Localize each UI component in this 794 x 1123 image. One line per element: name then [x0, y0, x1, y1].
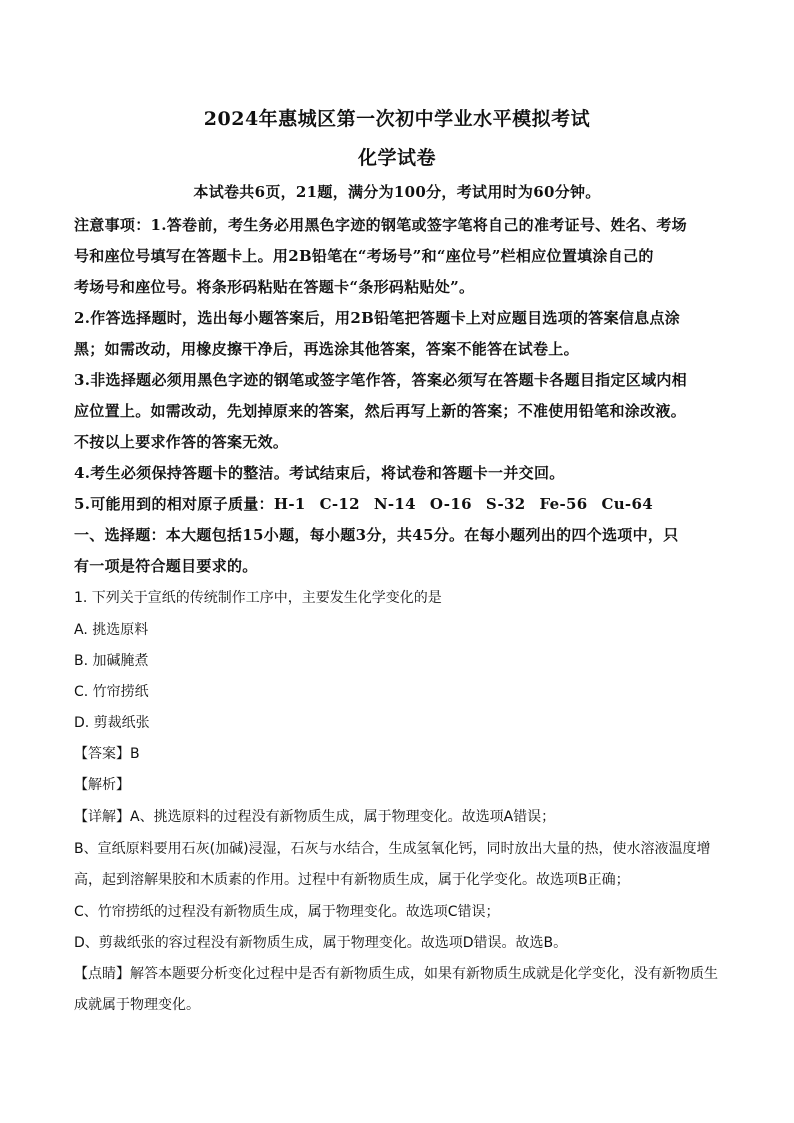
exam-subtitle: 化学试卷: [357, 147, 436, 169]
option-d: D. 剪裁纸张: [74, 715, 150, 731]
detail-line-1: [74, 806, 724, 826]
exam-title: 2024年惠城区第一次初中学业水平模拟考试: [203, 108, 591, 130]
option-a: A. 挑选原料: [74, 622, 149, 638]
notes-line-7: 应位置上。如需改动，先划掉原来的答案，然后再写上新的答案；不准使用铅笔和涂改液。: [74, 402, 687, 420]
option-b: B. 加碱腌煮: [74, 653, 149, 669]
analysis-tag: 【解析】: [74, 777, 130, 793]
answer-value: B: [130, 746, 140, 762]
atomic-mass-o: O-16: [429, 495, 472, 513]
question-stem: 1. 下列关于宣纸的传统制作工序中，主要发生化学变化的是: [74, 590, 442, 606]
notes-line-3: 考场号和座位号。将条形码粘贴在答题卡“条形码粘贴处”。: [74, 278, 475, 296]
answer-tag: 【答案】: [74, 746, 130, 762]
detail-line-3: 高，起到溶解果胶和木质素的作用。过程中有新物质生成，属于化学变化。故选项B正确；: [74, 872, 630, 888]
notes-line-5: 黑；如需改动，用橡皮擦干净后，再选涂其他答案，答案不能答在试卷上。: [74, 340, 579, 358]
atomic-mass-line: [74, 493, 724, 514]
point-line-1: [74, 963, 724, 983]
point-text-1: 解答本题要分析变化过程中是否有新物质生成，如果有新物质生成就是化学变化，没有新物质生: [130, 966, 718, 982]
detail-text-1: A、挑选原料的过程没有新物质生成，属于物理变化。故选项A错误；: [130, 809, 556, 825]
notes-line-1: 注意事项：1.答卷前，考生务必用黑色字迹的钢笔或签字笔将自己的准考证号、姓名、考场: [74, 216, 687, 234]
detail-line-2: B、宣纸原料要用石灰(加碱)浸湿，石灰与水结合，生成氢氧化钙，同时放出大量的热，使水溶液温度增: [74, 841, 711, 857]
detail-tag: 【详解】: [74, 809, 130, 825]
notes-line-4: 2.作答选择题时，选出每小题答案后，用2B铅笔把答题卡上对应题目选项的答案信息点涂: [74, 309, 681, 327]
atomic-mass-n: N-14: [373, 495, 416, 513]
point-line-2: 成就属于物理变化。: [74, 997, 200, 1013]
section-heading-line-1: 一、选择题：本大题包括15小题，每小题3分，共45分。在每小题列出的四个选项中，只: [74, 526, 679, 544]
point-tag: 【点睛】: [74, 966, 130, 982]
answer-line: [74, 743, 724, 763]
notes-line-6: 3.非选择题必须用黑色字迹的钢笔或签字笔作答，答案必须写在答题卡各题目指定区域内相: [74, 371, 687, 389]
atomic-mass-cu: Cu-64: [601, 495, 653, 513]
detail-line-5: D、剪裁纸张的容过程没有新物质生成，属于物理变化。故选项D错误。故选B。: [74, 935, 568, 951]
atomic-mass-h: H-1: [273, 495, 306, 513]
option-c: C. 竹帘捞纸: [74, 684, 149, 700]
atomic-mass-c: C-12: [319, 495, 360, 513]
detail-line-4: C、竹帘捞纸的过程没有新物质生成，属于物理变化。故选项C错误；: [74, 904, 500, 920]
notes-line-2: 号和座位号填写在答题卡上。用2B铅笔在“考场号”和“座位号”栏相应位置填涂自己的: [74, 247, 654, 265]
notes-line-9: 4.考生必须保持答题卡的整洁。考试结束后，将试卷和答题卡一并交回。: [74, 464, 565, 482]
atomic-mass-fe: Fe-56: [539, 495, 588, 513]
atomic-mass-label: 5.可能用到的相对原子质量：: [74, 495, 274, 513]
section-heading-line-2: 有一项是符合题目要求的。: [74, 557, 258, 575]
atomic-mass-s: S-32: [485, 495, 526, 513]
exam-info: 本试卷共6页，21题，满分为100分，考试用时为60分钟。: [193, 183, 601, 201]
notes-line-8: 不按以上要求作答的答案无效。: [74, 433, 289, 451]
